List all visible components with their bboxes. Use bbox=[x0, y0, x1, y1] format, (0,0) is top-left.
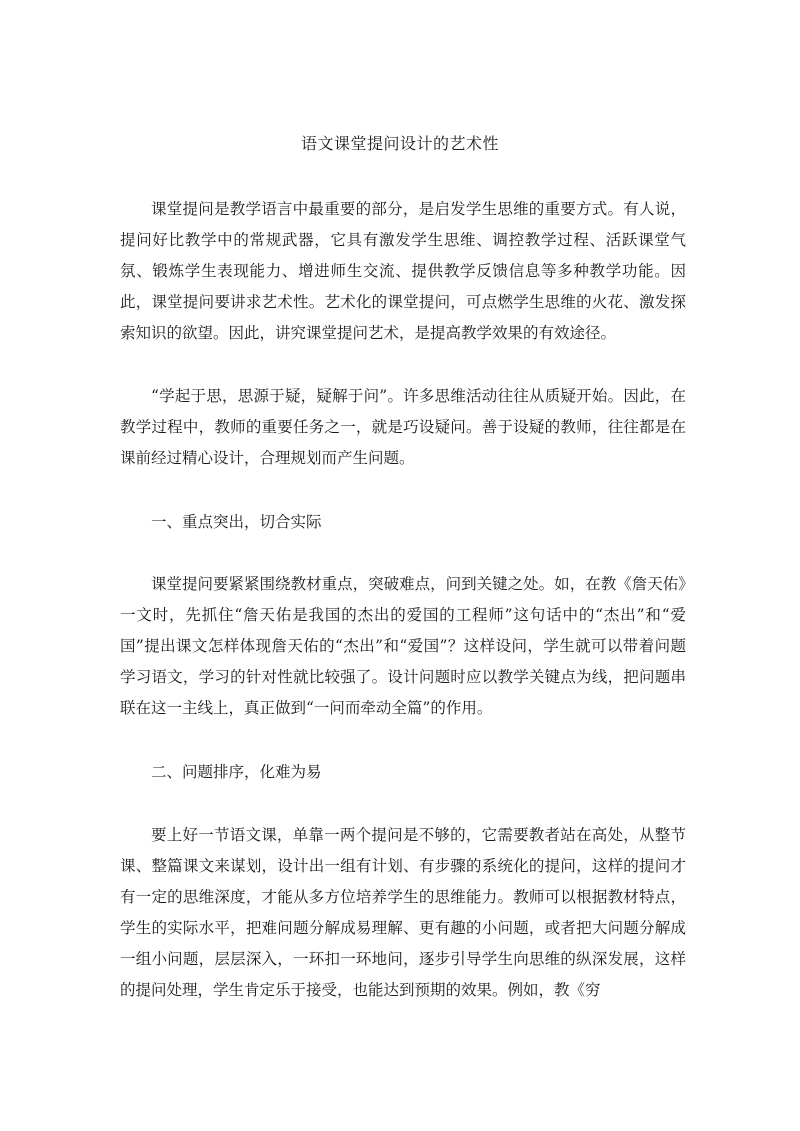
section-heading-1: 一、重点突出，切合实际 bbox=[151, 513, 322, 531]
section-heading-2: 二、问题排序，化难为易 bbox=[151, 763, 322, 781]
document-title: 语文课堂提问设计的艺术性 bbox=[300, 134, 499, 153]
paragraph-quote: “学起于思，思源于疑，疑解于问”。许多思维活动往往从质疑开始。因此，在教学过程中，教师的重要任务之一，就是巧设疑问。善于设疑的教师，往往都是在课前经过精心设计，合理规划而产生问题。 bbox=[120, 387, 686, 467]
paragraph-intro: 课堂提问是教学语言中最重要的部分，是启发学生思维的重要方式。有人说，提问好比教学中的常规武器，它具有激发学生思维、调控教学过程、活跃课堂气氛、锻炼学生表现能力、增进师生交流、提供教学反馈信息等多种教学功能。因此，课堂提问要讲求艺术性。艺术化的课堂提问，可点燃学生思维的火花、激发探索知识的欲望。因此，讲究课堂提问艺术，是提高教学效果的有效途径。 bbox=[120, 200, 686, 342]
paragraph-section-2: 要上好一节语文课，单靠一两个提问是不够的，它需要教者站在高处，从整节课、整篇课文来谋划，设计出一组有计划、有步骤的系统化的提问，这样的提问才有一定的思维深度，才能从多方位培养学生的思维能力。教师可以根据教材特点，学生的实际水平，把难问题分解成易理解、更有趣的小问题，或者把大问题分解成一组小问题，层层深入，一环扣一环地问，逐步引导学生向思维的纵深发展，这样的提问处理，学生肯定乐于接受，也能达到预期的效果。例如，教《穷 bbox=[120, 826, 686, 999]
paragraph-section-1: 课堂提问要紧紧围绕教材重点，突破难点，问到关键之处。如，在教《詹天佑》一文时，先抓住“詹天佑是我国的杰出的爱国的工程师”这句话中的“杰出”和“爱国”提出课文怎样体现詹天佑的“杰出”和“爱国”？这样设问，学生就可以带着问题学习语文，学习的针对性就比较强了。设计问题时应以教学关键点为线，把问题串联在这一主线上，真正做到“一问而牵动全篇”的作用。 bbox=[120, 575, 686, 717]
